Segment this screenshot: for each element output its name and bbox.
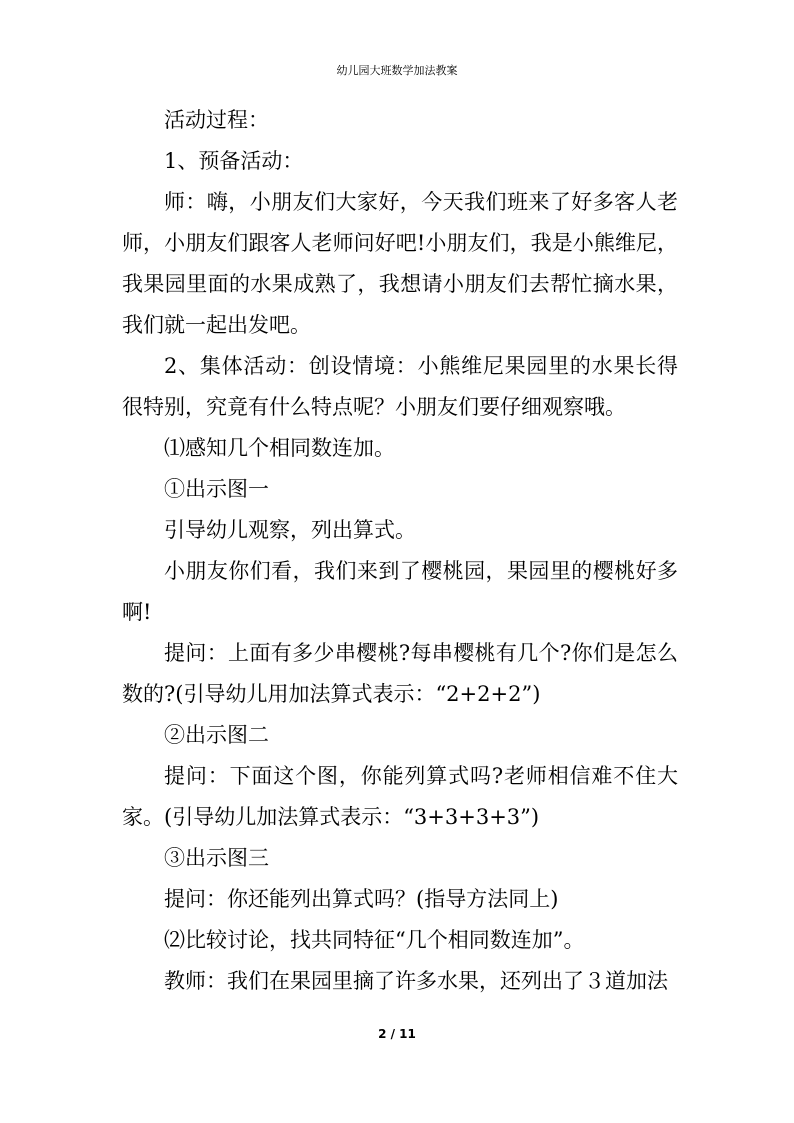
paragraph: ⑵比较讨论，找共同特征“几个相同数连加”。 [164, 928, 585, 952]
paragraph: ①出示图一 [164, 477, 269, 501]
paragraph: ②出示图二 [164, 723, 269, 747]
paragraph: 2、集体活动：创设情境：小熊维尼果园里的水果长得很特别，究竟有什么特点呢？小朋友们要仔细观察哦。 [122, 354, 678, 419]
paragraph: 提问：你还能列出算式吗？(指导方法同上) [164, 887, 559, 911]
paragraph: 教师：我们在果园里摘了许多水果，还列出了３道加法 [164, 969, 668, 993]
paragraph: 1、预备活动： [164, 149, 304, 173]
document-body [122, 100, 678, 1002]
paragraph: 提问：下面这个图，你能列算式吗?老师相信难不住大家。(引导幼儿加法算式表示：“3+3+3+3”) [122, 764, 678, 829]
document-header: 幼儿园大班数学加法教案 [336, 64, 458, 77]
paragraph: 活动过程： [164, 108, 269, 132]
paragraph: 小朋友你们看，我们来到了樱桃园，果园里的樱桃好多啊! [122, 559, 678, 624]
paragraph: 师：嗨，小朋友们大家好，今天我们班来了好多客人老师，小朋友们跟客人老师问好吧!小朋友们，我是小熊维尼，我果园里面的水果成熟了，我想请小朋友们去帮忙摘水果，我们就一起出发吧。 [122, 190, 678, 337]
page-number: 2 / 11 [378, 1027, 416, 1041]
paragraph: 提问：上面有多少串樱桃?每串樱桃有几个?你们是怎么数的?(引导幼儿用加法算式表示：“2+2+2”) [122, 641, 678, 706]
paragraph: ③出示图三 [164, 846, 269, 870]
paragraph: 引导幼儿观察，列出算式。 [164, 518, 416, 542]
paragraph: ⑴感知几个相同数连加。 [164, 436, 395, 460]
